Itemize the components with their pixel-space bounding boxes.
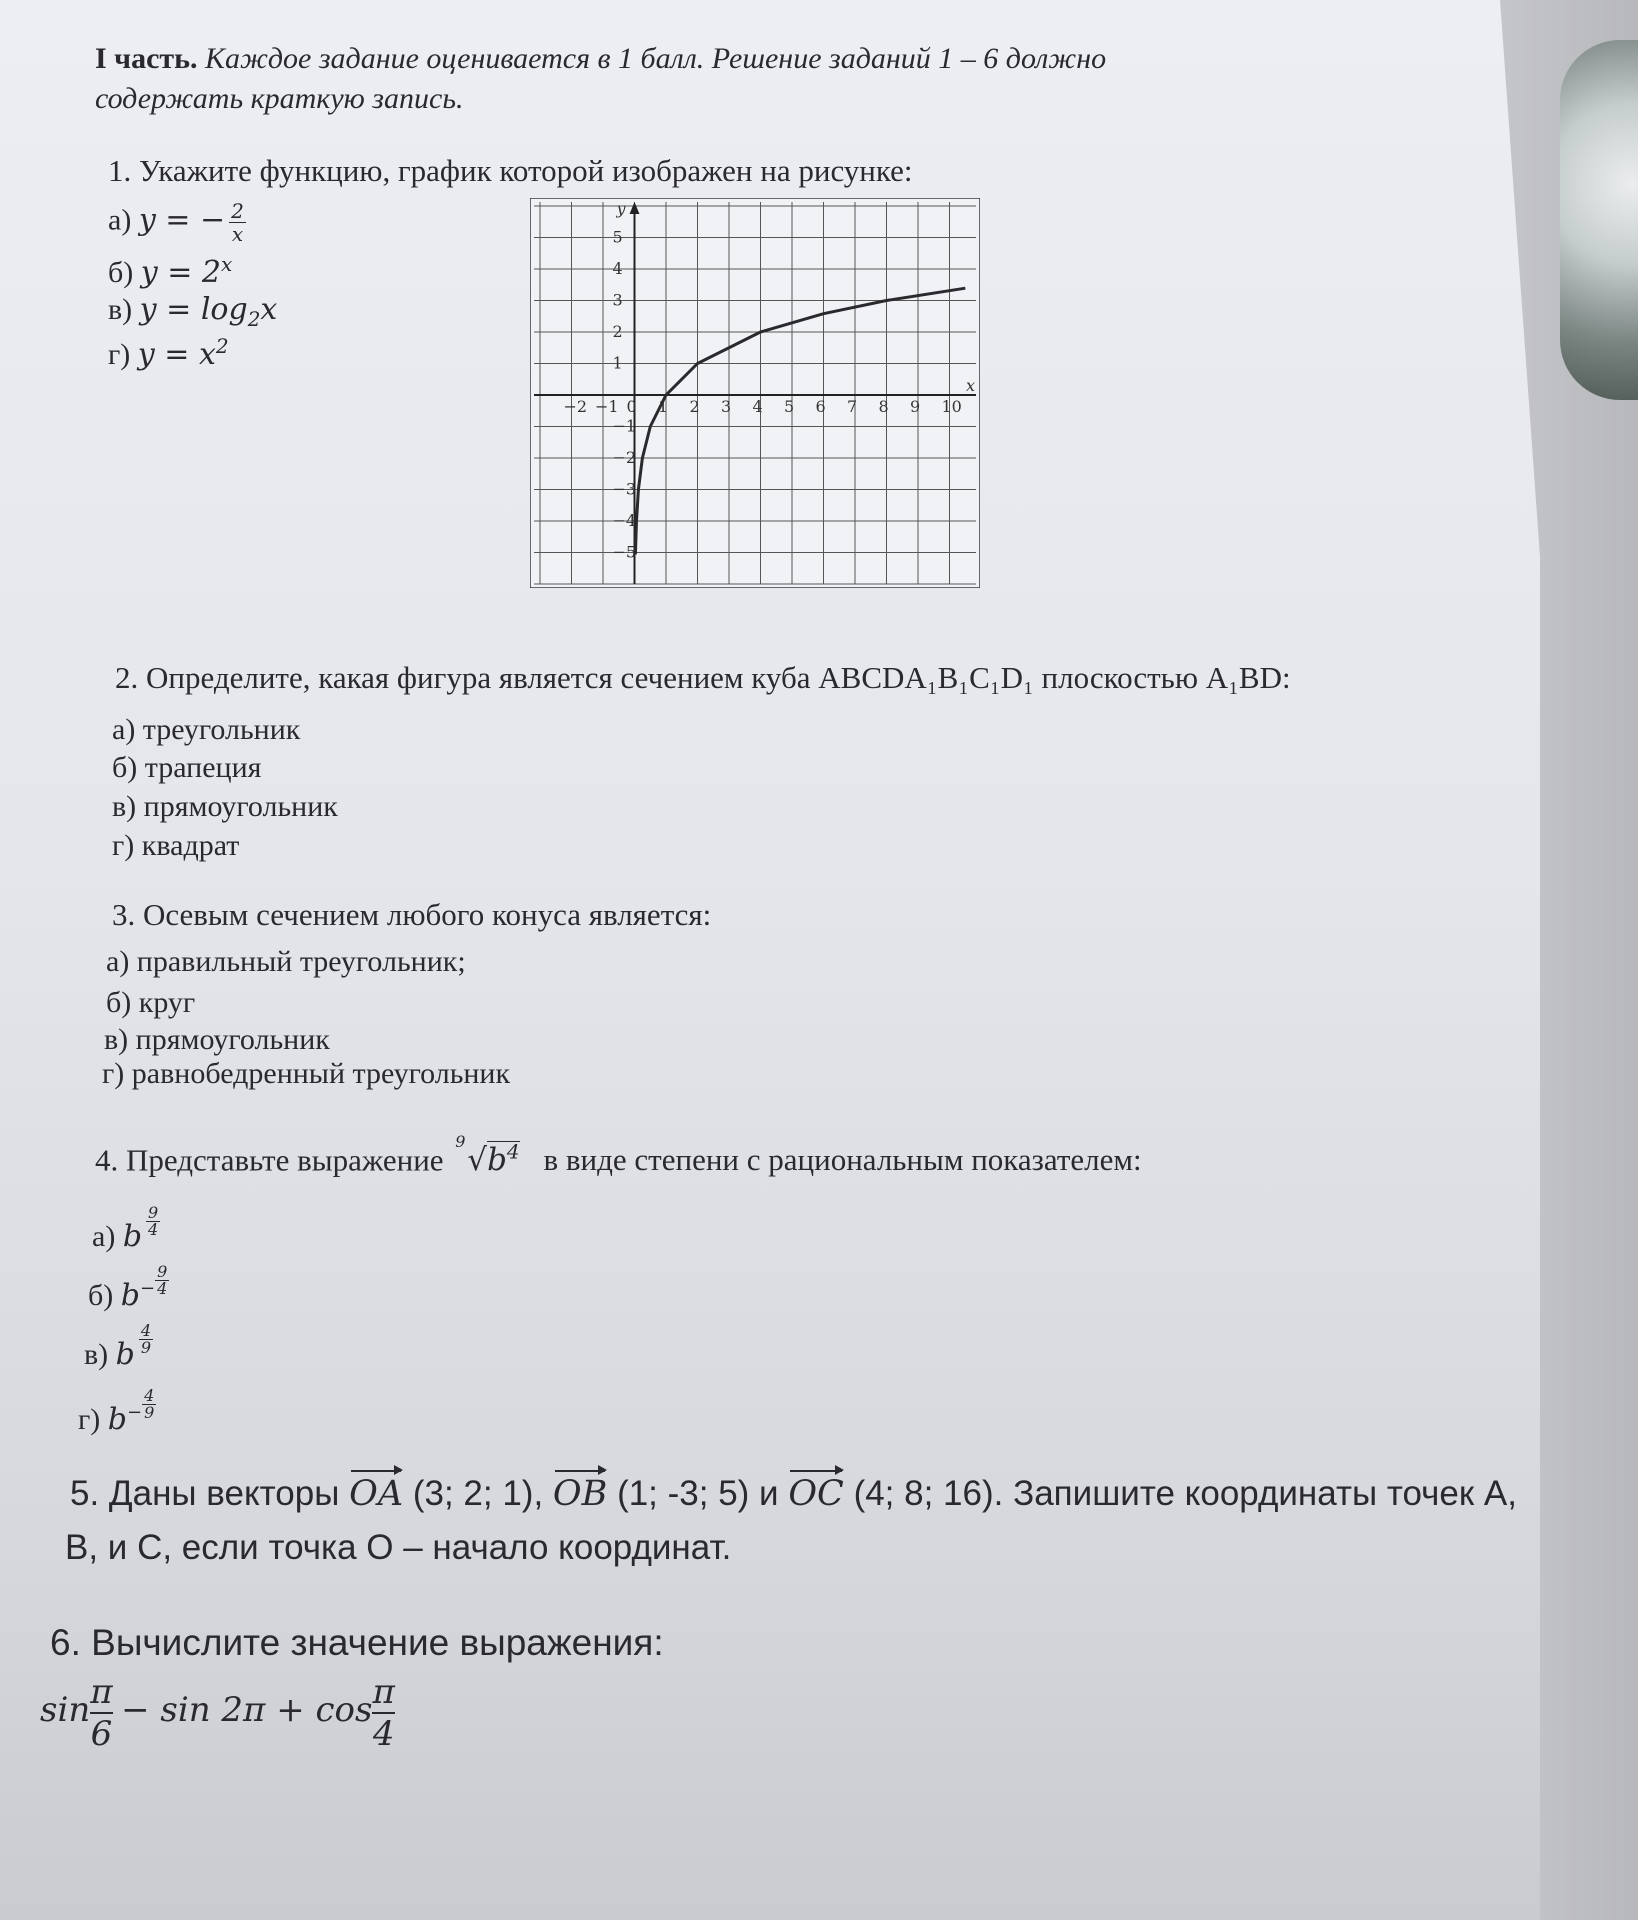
exponent-fraction: $\frac{9}{4}$: [148, 1203, 159, 1239]
x-tick-label: −1: [595, 397, 619, 416]
y-tick-label: 3: [612, 290, 623, 310]
q2-option-a[interactable]: а) треугольник: [112, 713, 301, 746]
q4-option-b[interactable]: б) b− $\frac{9}{4}$: [88, 1262, 168, 1313]
fraction: $\frac{\pi}{4}$: [372, 1672, 395, 1754]
vector-oa: OA: [349, 1474, 404, 1514]
header: [95, 38, 1106, 80]
question-1: 1. Укажите функцию, график которой изображен на рисунке:: [108, 153, 913, 188]
header-line2: [95, 78, 463, 120]
x-tick-label: 4: [752, 397, 763, 416]
q3-option-c[interactable]: в) прямоугольник: [104, 1023, 330, 1056]
exponent-fraction: $\frac{4}{9}$: [144, 1386, 155, 1422]
q1-option-d[interactable]: г) $y = x^2$: [108, 334, 229, 372]
y-tick-label: 2: [612, 322, 623, 341]
y-tick-label: −2: [612, 448, 637, 467]
exponent-fraction: $\frac{9}{4}$: [157, 1262, 168, 1298]
q3-option-a[interactable]: а) правильный треугольник;: [106, 945, 466, 978]
x-tick-label: 9: [910, 397, 921, 416]
instruction-text: Каждое задание оценивается в 1 балл. Решение заданий 1 – 6 должно: [205, 42, 1107, 75]
question-2: 2. Определите, какая фигура является сечением куба ABCDA₁B₁C₁D₁ плоскостью A₁BD:: [115, 660, 1291, 695]
fraction: $\frac{2}{x}$: [231, 199, 244, 246]
q1-option-b[interactable]: б) $y = 2^x$: [108, 252, 233, 290]
exponent-fraction: $\frac{4}{9}$: [140, 1321, 152, 1357]
x-tick-label: 2: [689, 397, 700, 416]
q2-option-b[interactable]: б) трапеция: [112, 751, 262, 784]
x-tick-label: 3: [721, 397, 732, 416]
instruction-text-2: содержать краткую запись.: [95, 82, 464, 115]
y-tick-label: 1: [612, 353, 623, 373]
fraction: $\frac{\pi}{6}$: [90, 1672, 113, 1754]
q2-option-c[interactable]: в) прямоугольник: [112, 790, 338, 823]
y-tick-label: 4: [612, 259, 623, 278]
q4-option-d[interactable]: г) b− $\frac{4}{9}$: [78, 1386, 155, 1437]
q3-option-d[interactable]: г) равнобедренный треугольник: [102, 1057, 511, 1090]
question-4: 4. Представьте выражение 9 $√b^4$ в виде степени с рациональным показателем:: [95, 1132, 1142, 1179]
x-tick-label: 7: [847, 397, 858, 416]
y-tick-label: −1: [612, 416, 637, 436]
question-5: 5. Даны векторы OA (3; 2; 1), OB (1; -3; 5) и OC (4; 8; 16). Запишите координаты точек А,: [70, 1474, 1517, 1514]
vector-ob: OB: [552, 1474, 608, 1514]
q6-expression: sin $\frac{\pi}{6}$ − sin 2π + cos $\frac{\pi}{4}$: [40, 1672, 395, 1754]
question-5-line2: В, и С, если точка О – начало координат.: [65, 1528, 732, 1567]
q2-option-d[interactable]: г) квадрат: [112, 829, 240, 862]
glass-object: [1560, 40, 1638, 400]
x-tick-label: 1: [658, 397, 669, 416]
x-tick-label: 6: [815, 397, 826, 416]
radical-expression: 9 $√b^4$: [455, 1132, 520, 1179]
function-graph: [530, 198, 980, 588]
y-axis-label: y: [616, 199, 626, 218]
q1-option-c[interactable]: в) $y = \log_2x$: [108, 292, 278, 331]
y-tick-label: 5: [612, 227, 623, 247]
question-3: 3. Осевым сечением любого конуса является:: [112, 897, 712, 932]
x-axis-label: x: [966, 376, 976, 395]
y-tick-label: −4: [612, 511, 637, 530]
part-label: I часть.: [95, 42, 198, 75]
x-tick-label: 5: [784, 397, 795, 416]
q1-option-a[interactable]: а) y = − $\frac{2}{x}$: [108, 199, 244, 246]
graph-frame: [530, 198, 980, 588]
vector-oc: OC: [788, 1474, 844, 1514]
q3-option-b[interactable]: б) круг: [106, 986, 196, 1019]
x-tick-label: 8: [878, 397, 889, 416]
question-6: 6. Вычислите значение выражения:: [50, 1622, 664, 1663]
q4-option-a[interactable]: а) b $\frac{9}{4}$: [92, 1203, 159, 1254]
q4-option-c[interactable]: в) b $\frac{4}{9}$: [84, 1321, 152, 1372]
y-tick-label: −5: [612, 542, 637, 562]
x-tick-label: 10: [941, 397, 962, 416]
x-tick-label: −2: [563, 397, 588, 416]
x-tick-label: 0: [626, 397, 637, 416]
y-tick-label: −3: [612, 479, 637, 499]
